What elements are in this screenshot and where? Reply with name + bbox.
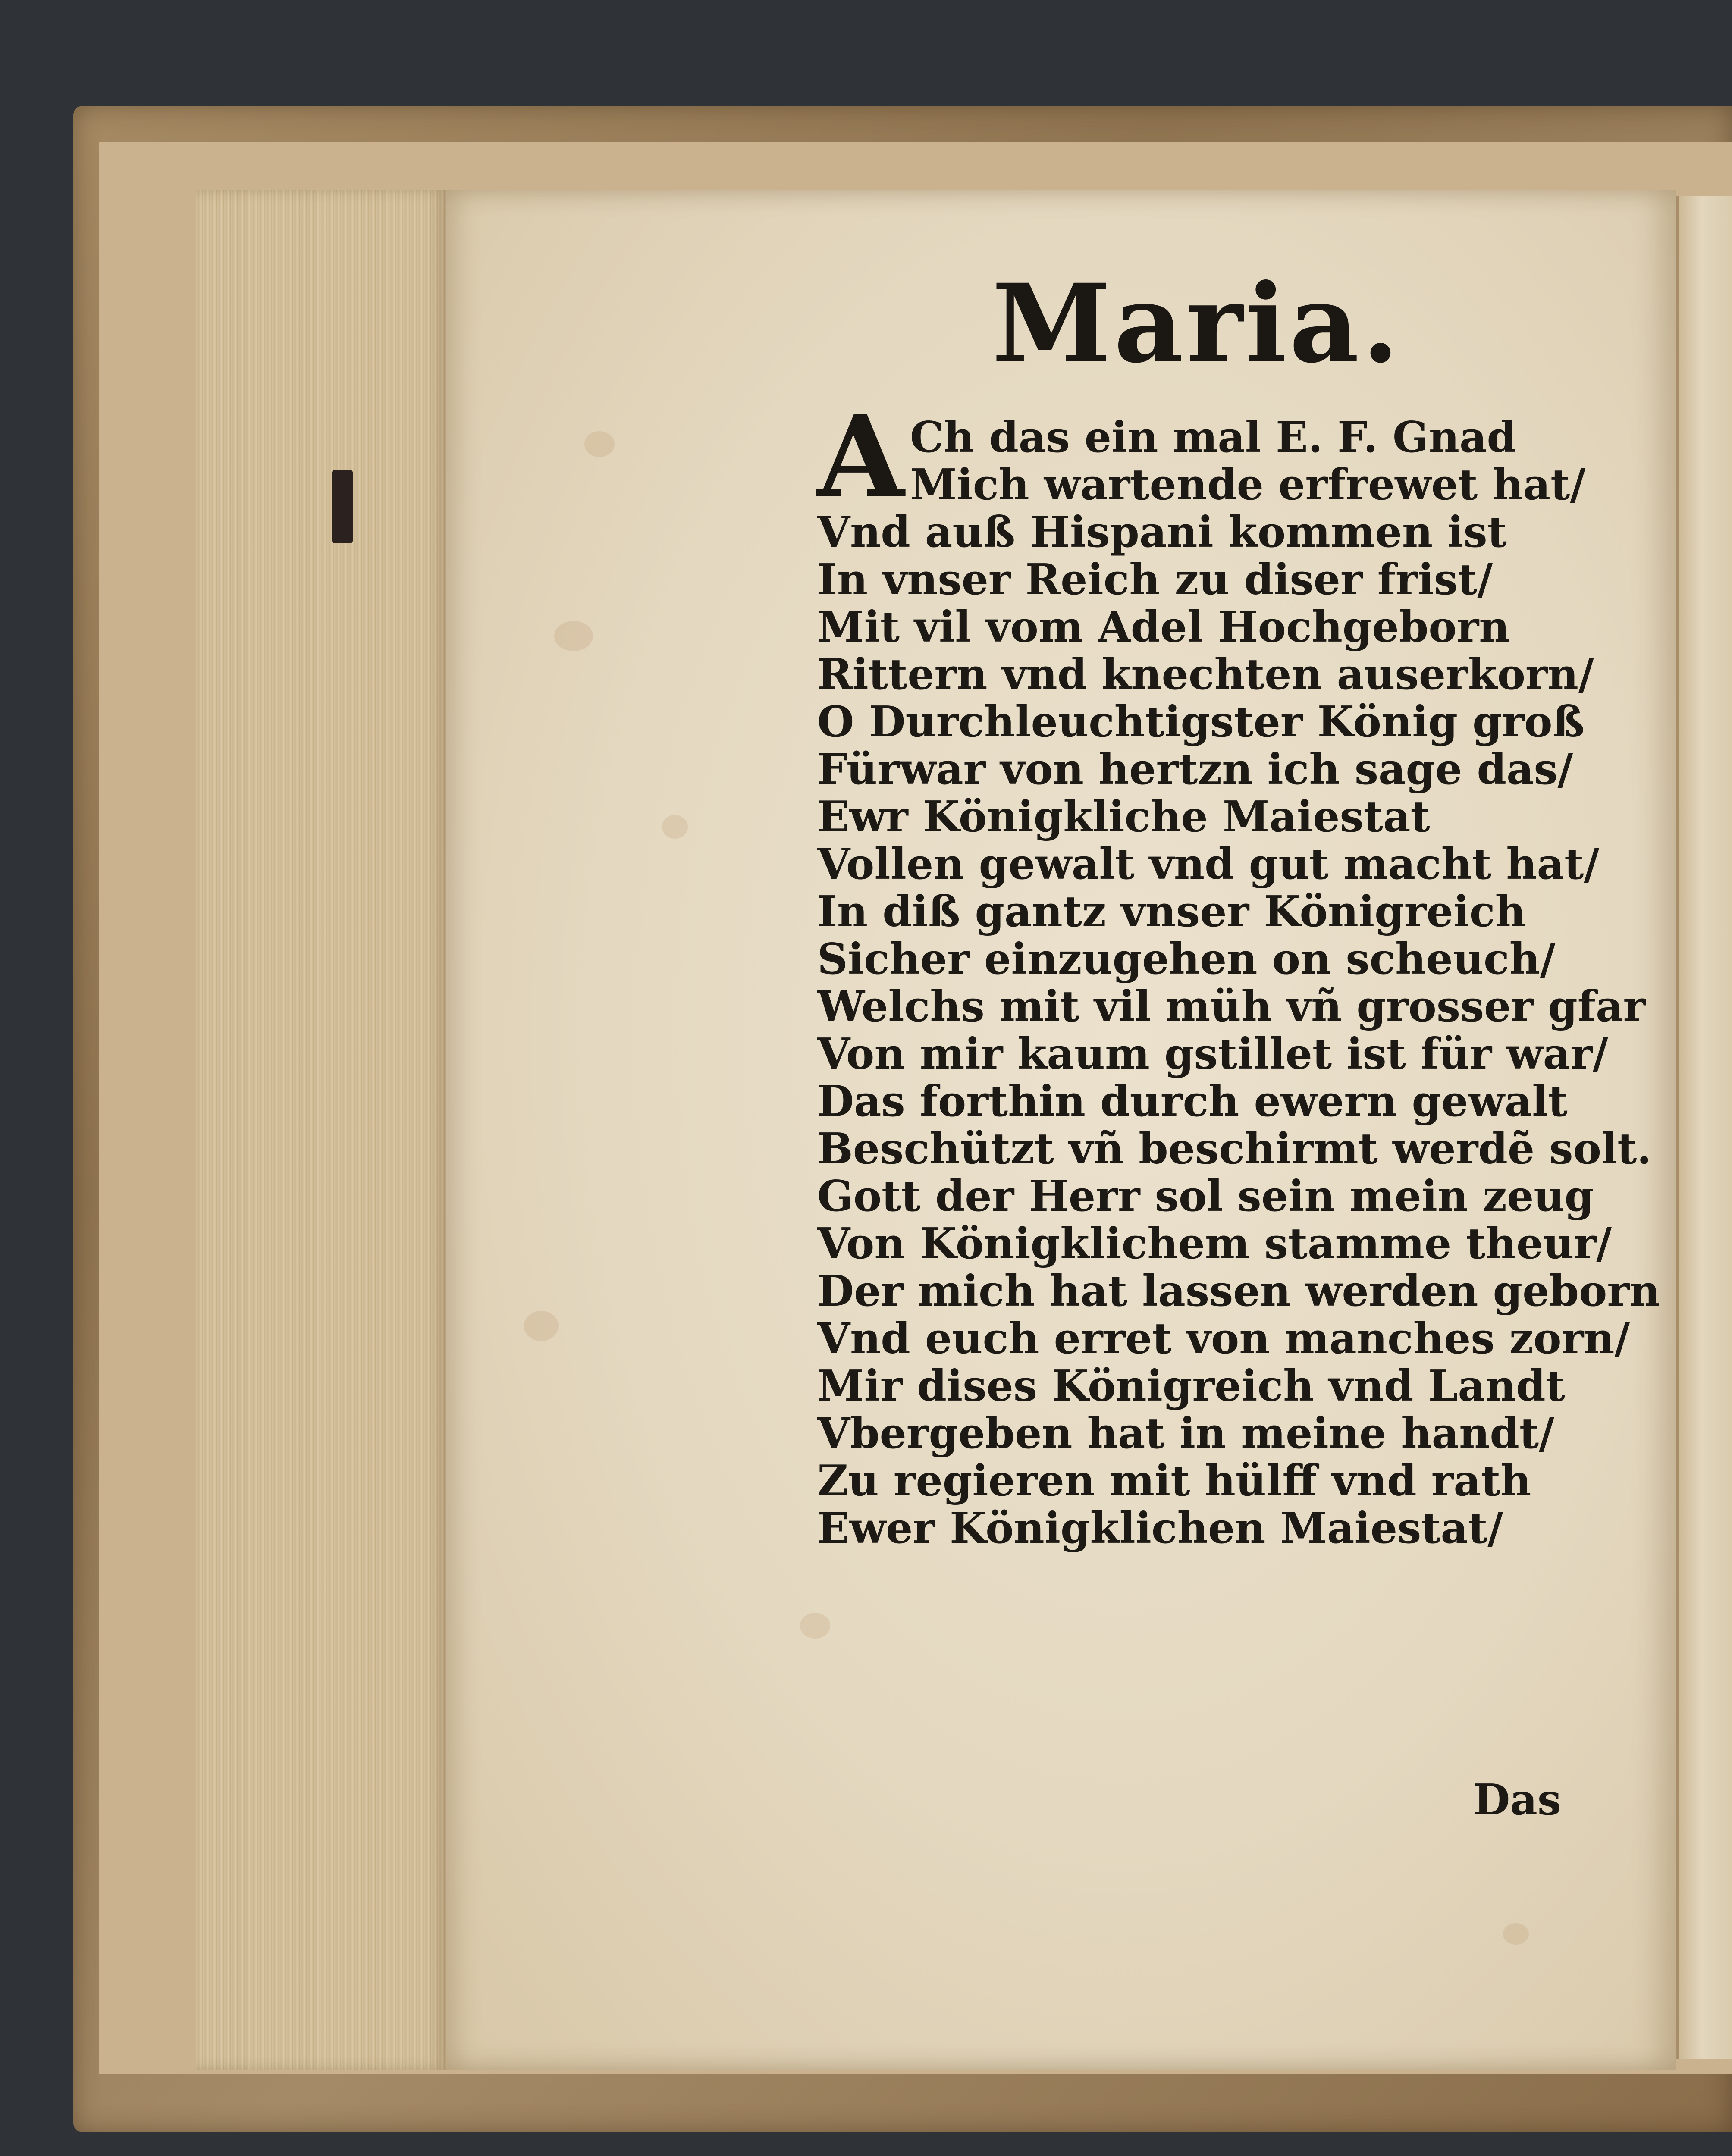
verse-line: Gott der Herr sol sein mein zeug (817, 1172, 1594, 1221)
catchword: Das (1473, 1775, 1561, 1825)
foxing-spot (1503, 1923, 1529, 1945)
verse-line: Von Königklichem stamme theur/ (817, 1219, 1612, 1269)
verse-line: Vbergeben hat in meine handt/ (817, 1409, 1554, 1458)
page-title: Maria. (992, 260, 1402, 387)
drop-cap-initial: A (817, 391, 904, 523)
verse-line: Mit vil vom Adel Hochgeborn (817, 602, 1510, 652)
verse-line: Welchs mit vil müh vñ grosser gfar (817, 982, 1646, 1031)
verse-line: Vnd auß Hispani kommen ist (817, 508, 1507, 557)
bookmark-tab (332, 470, 353, 543)
verse-line: Rittern vnd knechten auserkorn/ (817, 650, 1594, 699)
verse-line: Ch das ein mal E. F. Gnad (910, 413, 1517, 462)
page-edges (196, 190, 451, 2070)
verse-line: In vnser Reich zu diser frist/ (817, 555, 1493, 605)
facing-page-edge (1676, 196, 1732, 2059)
verse-text (817, 413, 1660, 1553)
foxing-spot (554, 621, 593, 651)
foxing-spot (800, 1613, 830, 1639)
foxing-spot (662, 815, 688, 839)
verse-line: Mich wartende erfrewet hat/ (910, 460, 1586, 510)
verse-line: Zu regieren mit hülff vnd rath (817, 1456, 1531, 1506)
verse-line: O Durchleuchtigster König groß (817, 697, 1585, 747)
verse-line: Mir dises Königreich vnd Landt (817, 1361, 1565, 1411)
verse-line: Vnd euch erret von manches zorn/ (817, 1314, 1630, 1363)
verse-line: In diß gantz vnser Königreich (817, 887, 1526, 937)
foxing-spot (584, 431, 615, 457)
verse-line: Ewer Königklichen Maiestat/ (817, 1504, 1503, 1553)
foxing-spot (524, 1311, 559, 1341)
verse-line: Vollen gewalt vnd gut macht hat/ (817, 840, 1600, 889)
verse-line: Fürwar von hertzn ich sage das/ (817, 745, 1573, 794)
verse-line: Sicher einzugehen on scheuch/ (817, 934, 1556, 984)
verse-line: Das forthin durch ewern gewalt (817, 1077, 1568, 1126)
verse-line: Von mir kaum gstillet ist für war/ (817, 1029, 1608, 1079)
verse-line: Beschützt vñ beschirmt werdẽ solt. (817, 1124, 1652, 1174)
verse-line: Ewr Königkliche Maiestat (817, 792, 1430, 842)
verse-line: Der mich hat lassen werden geborn (817, 1266, 1660, 1316)
